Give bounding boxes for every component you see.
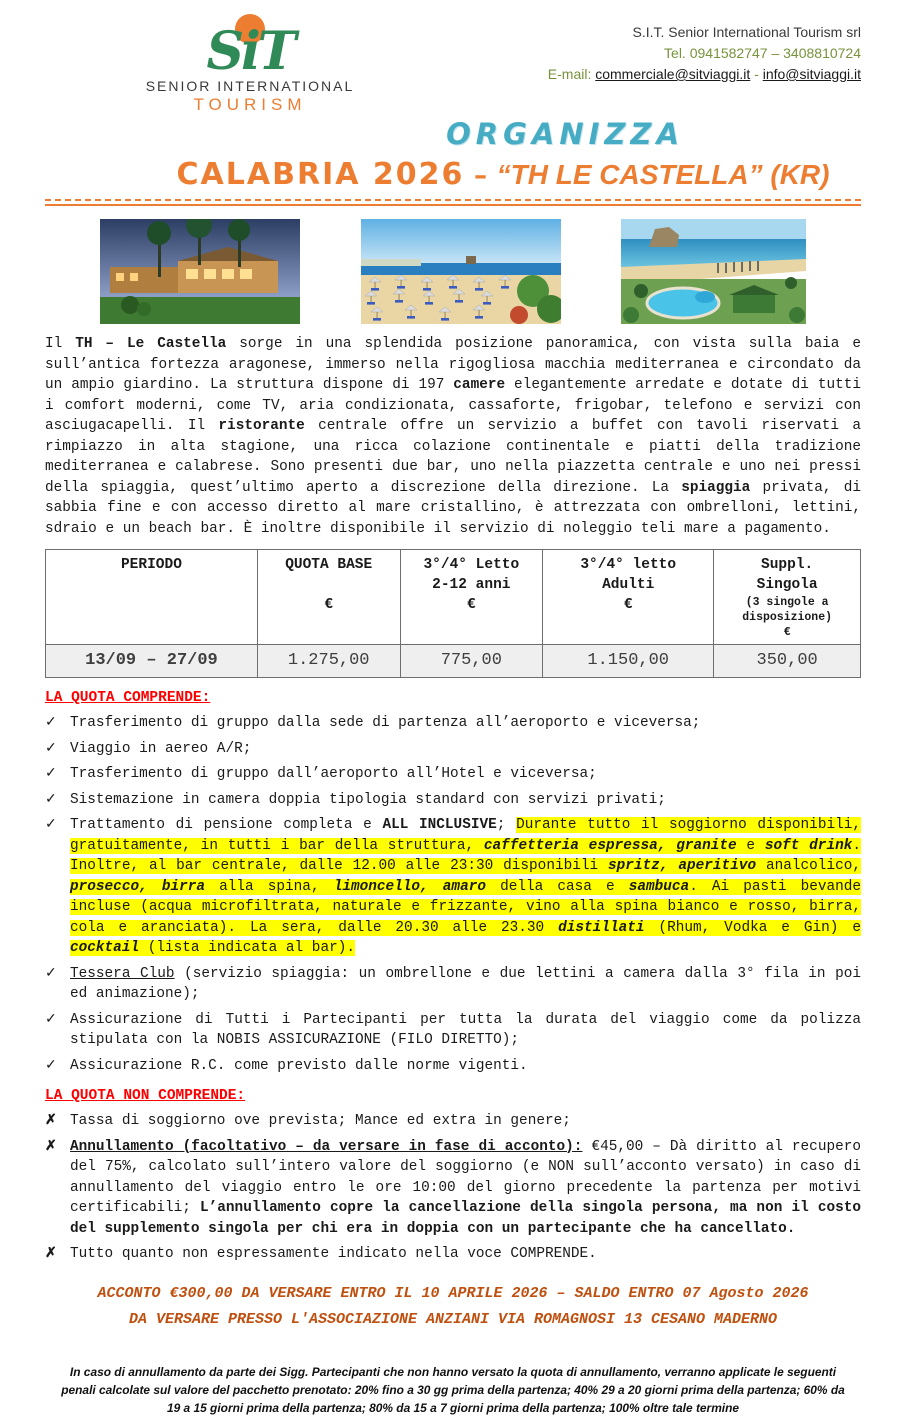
include-item-all-inclusive: ✓ Trattamento di pensione completa e ALL INCLUSIVE; Durante tutto il soggiorno disponibili, gratuitamente, in tutti i bar della struttura, caffetteria espressa, granite e soft drink. Inoltre, al bar centrale, dalle 12.00 alle 23:30 disponibili spritz, aperitivo analcolico, prosecco, birra alla spina, limoncello, amaro della casa e sambuca. Ai pasti bevande incluse (acqua microfiltrata, naturale e frizzante, vino alla spina bianco e rosso, birra, cola e aranciata). La sera, dalle 20.30 alle 23.30 distillati (Rhum, Vodka e Gin) e cocktail (lista indicata al bar). [45, 815, 861, 959]
x-icon: ✗ [45, 1113, 57, 1129]
logo-senior-international: SENIOR INTERNATIONAL [145, 78, 355, 94]
col-header-quota-base: QUOTA BASE € [257, 550, 400, 645]
price-table [45, 549, 861, 678]
x-icon: ✗ [45, 1138, 57, 1155]
check-icon: ✓ [45, 740, 57, 757]
email-link-info[interactable]: info@sitviaggi.it [762, 66, 861, 82]
include-item: ✓ Assicurazione di Tutti i Partecipanti per tutta la durata del viaggio come da polizza stipulata con la NOBIS ASSICURAZIONE (FILO DIRETTO); [45, 1010, 861, 1051]
photo-aerial-pool-bay [621, 219, 806, 324]
organizza-title: ORGANIZZA [446, 117, 684, 151]
check-icon: ✓ [45, 817, 57, 833]
exclude-item: ✗ Tassa di soggiorno ove prevista; Mance ed extra in genere; [45, 1111, 861, 1132]
price-table-row [46, 645, 861, 678]
cell-periodo: 13/09 – 27/09 [46, 645, 258, 678]
includes-list [45, 713, 861, 1076]
destination-title: CALABRIA 2026 [176, 157, 465, 192]
price-table-header-row [46, 550, 861, 645]
check-icon: ✓ [45, 1011, 57, 1028]
cell-suppl-singola: 350,00 [714, 645, 861, 678]
exclude-item: ✗ Tutto quanto non espressamente indicato nella voce COMPRENDE. [45, 1244, 861, 1265]
payment-terms [45, 1281, 861, 1333]
includes-heading: LA QUOTA COMPRENDE: [45, 690, 211, 706]
col-header-suppl-singola: Suppl. Singola (3 singole a disposizione) € [714, 550, 861, 645]
excludes-list [45, 1111, 861, 1265]
check-icon: ✓ [45, 965, 57, 982]
include-item: ✓ Trasferimento di gruppo dall’aeroporto all’Hotel e viceversa; [45, 764, 861, 785]
include-item: ✓ Trasferimento di gruppo dalla sede di partenza all’aeroporto e viceversa; [45, 713, 861, 734]
include-item: ✓ Viaggio in aereo A/R; [45, 739, 861, 760]
include-item-tessera-club: ✓ Tessera Club (servizio spiaggia: un ombrellone e due lettini a camera dalla 3° fila in poi ed animazione); [45, 964, 861, 1005]
col-header-letto-bambini: 3°/4° Letto 2-12 anni € [400, 550, 543, 645]
email-separator: - [754, 66, 759, 82]
col-header-periodo: PERIODO [46, 550, 258, 645]
sit-logo [100, 12, 400, 115]
include-item: ✓ Sistemazione in camera doppia tipologia standard con servizi privati; [45, 790, 861, 811]
payment-line-versamento: DA VERSARE PRESSO L'ASSOCIAZIONE ANZIANI VIA ROMAGNOSI 13 CESANO MADERNO [128, 1310, 778, 1328]
check-icon: ✓ [45, 791, 57, 808]
check-icon: ✓ [45, 766, 57, 782]
header [45, 12, 861, 115]
include-item: ✓ Assicurazione R.C. come previsto dalle norme vigenti. [45, 1056, 861, 1077]
payment-line-acconto: ACCONTO €300,00 DA VERSARE ENTRO IL 10 APRILE 2026 – SALDO ENTRO 07 Agosto 2026 [97, 1284, 809, 1302]
email-label: E-mail: [547, 66, 592, 82]
x-icon: ✗ [45, 1246, 57, 1262]
main-title [95, 157, 906, 192]
cell-letto-bambini: 775,00 [400, 645, 543, 678]
company-email-row [548, 64, 861, 85]
check-icon: ✓ [45, 715, 57, 731]
excludes-heading: LA QUOTA NON COMPRENDE: [45, 1088, 246, 1104]
photo-beach-umbrellas [361, 219, 561, 324]
hotel-title: “TH LE CASTELLA” (KR) [496, 159, 830, 190]
title-divider [45, 199, 861, 206]
cancellation-penalties-note: In caso di annullamento da parte dei Sigg. Partecipanti che non hanno versato la quota di annullamento, verranno applicate le seguenti penali calcolate sul valore del pacchetto prenotato: 20% fino a 30 gg prima della partenza; 40% 29 a 20 giorni prima della partenza; 60% da 19 a 15 giorni prima della partenza; 80% da 15 a 7 giorni prima della partenza; 100% oltre tale termine [61, 1364, 845, 1415]
company-info [548, 12, 861, 85]
cell-quota-base: 1.275,00 [257, 645, 400, 678]
photo-resort-garden-evening [100, 219, 300, 324]
organizza-row [45, 117, 861, 151]
cell-letto-adulti: 1.150,00 [543, 645, 714, 678]
company-phone: Tel. 0941582747 – 3408810724 [664, 45, 861, 61]
exclude-item-annullamento: ✗ Annullamento (facoltativo – da versare in fase di acconto): €45,00 – Dà diritto al recupero del 75%, calcolato sull’intero valore del soggiorno (e NON sull’acconto versato) in caso di annullamento del viaggio entro le ore 10:00 del giorno precedente la partenza per motivi certificabili; L’annullamento copre la cancellazione della singola persona, ma non il costo del supplemento singola per chi era in doppia con un partecipante che ha cancellato. [45, 1137, 861, 1240]
email-link-commerciale[interactable]: commerciale@sitviaggi.it [595, 66, 751, 82]
logo-tourism: TOURISM [193, 95, 307, 114]
check-icon: ✓ [45, 1057, 57, 1074]
col-header-letto-adulti: 3°/4° letto Adulti € [543, 550, 714, 645]
title-dash: – [474, 161, 487, 191]
photo-strip [45, 206, 861, 330]
hotel-description: Il TH – Le Castella sorge in una splendida posizione panoramica, con vista sulla baia e sull’antica fortezza aragonese, immerso nella rigogliosa macchia mediterranea e circondato da un ampio giardino. La struttura dispone di 197 camere elegantemente arredate e dotate di tutti i comfort moderni, come TV, aria condizionata, cassaforte, frigobar, telefono e servizi con asciugacapelli. Il ristorante centrale offre un servizio a buffet con tavoli riservati a rimpiazzo in alta stagione, una ricca colazione continentale e piatti della tradizione mediterranea e calabrese. Sono presenti due bar, uno nella piazzetta centrale e uno nei pressi della spiaggia, quest’ultimo aperto a discrezione della direzione. La spiaggia privata, di sabbia fine e con accesso diretto al mare cristallino, è attrezzata con ombrelloni, lettini, sdraio e un beach bar. È inoltre disponibile il servizio di noleggio teli mare a pagamento. [45, 336, 861, 537]
logo-sit-text: SiT [206, 21, 294, 82]
company-name: S.I.T. Senior International Tourism srl [632, 24, 861, 40]
